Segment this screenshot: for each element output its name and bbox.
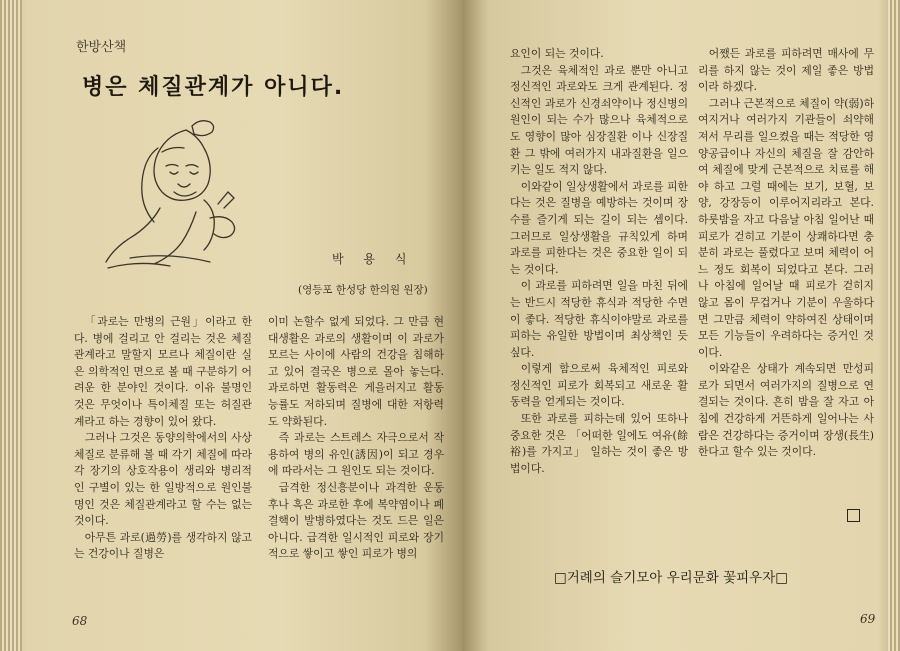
page-number-left: 68: [72, 614, 88, 628]
end-mark-icon: [847, 509, 860, 522]
section-label: 한방산책: [76, 40, 127, 55]
article-title: 병은 체질관계가 아니다.: [82, 75, 345, 100]
paragraph: 또한 과로를 피하는데 있어 또하나 중요한 것은 「어떠한 일에도 여유(餘裕)를 가지고」 일하는 것이 좋은 방법이다.: [510, 412, 688, 475]
paragraph: 이 과로를 피하려면 일을 마친 뒤에는 반드시 적당한 휴식과 적당한 수면이 좋다. 적당한 휴식이야말로 과로를 피하는 유일한 방법이며 최상책인 듯 싶다.: [510, 279, 688, 359]
paragraph: 아무튼 과로(過勞)를 생각하지 않고는 건강이나 질병은: [74, 530, 252, 561]
paragraph: 어쨌든 과로를 피하려면 매사에 무리를 하지 않는 것이 제일 좋은 방법이라 하겠다.: [698, 47, 874, 94]
paragraph: 이미 논할수 없게 되었다. 그 만큼 현대생활은 과로의 생활이며 이 과로가 모르는 사이에 사람의 건강을 침해하고 있어 결국은 병으로 몰아 놓는다. 과로하면 활동력은 게을러지고 활동능률도 저하되며 질병에 대한 저항력도 약화된다.: [268, 315, 444, 428]
page-number-right: 69: [860, 612, 876, 626]
paragraph: 이렇게 함으로써 육체적인 피로와 정신적인 피로가 회복되고 새로운 활동력을 얻게되는 것이다.: [510, 362, 688, 409]
left-column-2: [268, 314, 444, 563]
page-edge-stack: [0, 0, 22, 651]
right-column-2: [698, 46, 874, 461]
right-page: [462, 0, 900, 651]
page-edge-stack-right: [888, 0, 900, 651]
paragraph: 이와같이 일상생활에서 과로를 피한다는 것은 질병을 예방하는 것이며 장수를 즐기게 되는 길이 되는 셈이다. 그러므로 일상생활을 규칙있게 하며 과로를 피한다는 것은 중요한 일이 되는 것이다.: [510, 179, 688, 276]
ink-sketch-figure-icon: [100, 108, 260, 278]
paragraph: 이와같은 상태가 계속되면 만성피로가 되면서 여러가지의 질병으로 연결되는 것이다. 흔히 밤을 잘 자고 아침에 건강하게 거뜬하게 일어나는 사람은 건강하다는 증거이며 장생(長生)한다고 할수 있는 것이다.: [698, 362, 874, 459]
campaign-slogan: □거례의 슬기모아 우리문화 꽃피우자□: [554, 570, 788, 586]
paragraph: 급격한 정신흥분이나 과격한 운동후나 혹은 과로한 후에 복약염이나 폐결핵이 발병하였다는 것도 드믄 일은 아니다. 급격한 일시적인 피로와 장기적으로 쌓이고 쌓인 피로가 병의: [268, 480, 444, 561]
right-column-1: [510, 46, 688, 477]
paragraph: 그것은 육체적인 과로 뿐만 아니고 정신적인 과로와도 크게 관계된다. 정신적인 과로가 신경쇠약이나 정신병의 원인이 되는 수가 많으나 육체적으로도 영향이 많아 심장질환 이나 신장질환 그 밖에 여러가지 내과질환을 일으키는 일도 적지 않다.: [510, 63, 688, 177]
left-column-1: [74, 314, 252, 563]
paragraph: 요인이 되는 것이다.: [510, 47, 604, 60]
paragraph: 「과로는 만병의 근원」이라고 한다. 병에 걸리고 안 걸리는 것은 체질관계라고 말할지 모르나 체질이란 실은 의학적인 면으로 볼 때 구분하기 어려운 한 분야인 것이다. 이유 불명인 것은 무엇이나 특이체질 또는 허질관계라고 하는 경향이 있어 왔다.: [74, 315, 252, 428]
author-affiliation: (영등포 한성당 한의원 원장): [298, 284, 428, 296]
paragraph: 그러나 근본적으로 체질이 약(弱)하여지거나 여러가지 기관들이 쇠약해져서 무리를 일으켰을 때는 적당한 영양공급이나 자신의 체질을 잘 감안하여 체질에 맞게 근본적으로 치료를 해야 하고 그럴 때에는 보기, 보혈, 보양, 강장등이 이루어지리라고 본다. 하룻밤을 자고 다음날 아침 일어난 때 피로가 걷히고 기분이 상쾌하다면 충분히 과로는 풀렸다고 보며 체력이 어느 정도 회복이 되었다고 본다. 그러나 아침에 일어날 때 피로가 걷히지 않고 몸이 무겁거나 기분이 우울하다면 그만큼 체력이 약하여진 상태이며 모든 기능들이 우려하다는 증거인 것이다.: [698, 96, 874, 359]
author-name: 박 용 식: [332, 252, 415, 266]
paragraph: 즉 과로는 스트레스 자극으로서 작용하여 병의 유인(誘因)이 되고 경우에 따라서는 그 원인도 되는 것이다.: [268, 431, 444, 478]
paragraph: 그러나 그것은 동양의학에서의 사상체질로 분류해 볼 때 각기 체질에 따라 각 장기의 상호작용이 생리와 병리적인 구별이 있는 한 일방적으로 원인불명인 것은 체질관계라고 할 수는 없는 것이다.: [74, 431, 252, 528]
